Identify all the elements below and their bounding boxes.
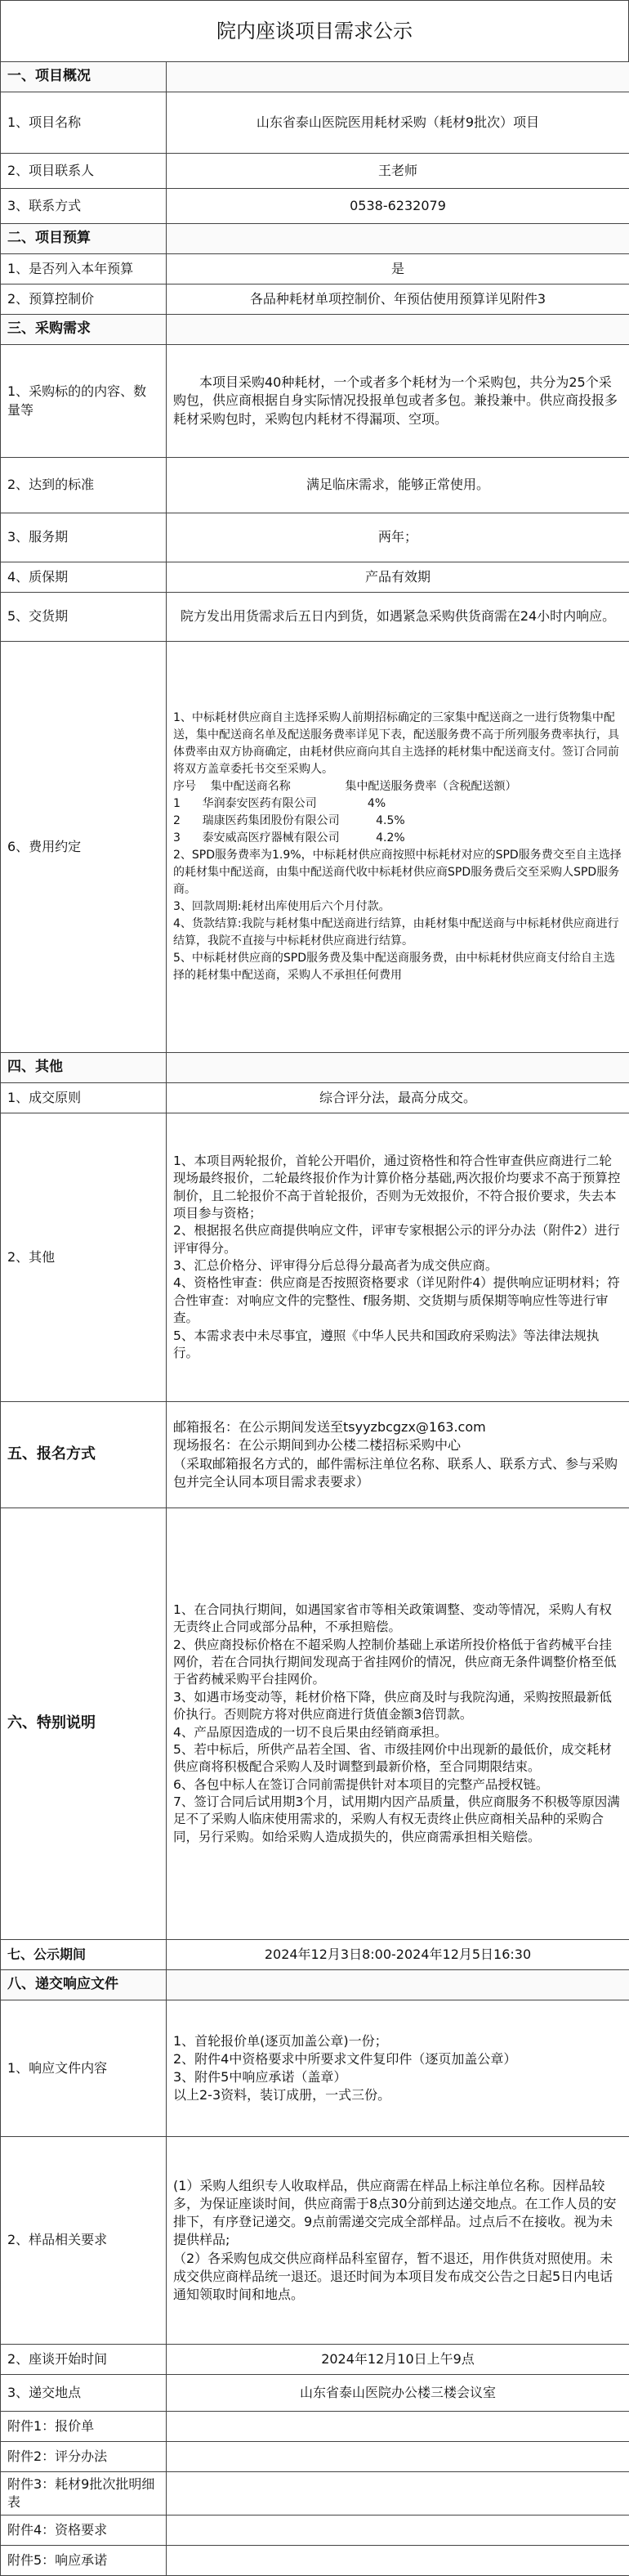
row-special-notes [1,1508,629,1940]
section-requirements [1,315,629,345]
fee-paragraph: 2、SPD服务费率为1.9%，中标耗材供应商按照中标耗材对应的SPD服务费交至自主选择的耗材集中配送商，由集中配送商代收中标耗材供应商SPD服务费后交至采购人SPD服务商。 [173,847,622,898]
other-item: 5、本需求表中未尽事宜，遵照《中华人民共和国政府采购法》等法律法规执行。 [173,1328,622,1363]
special-note: 7、签订合同后试用期3个月，试用期内因产品质量，供应商服务不积极等原因满足不了采购人临床使用需求的，采购人有权无责终止供应商相关品种的采购合同，另行采购。如给采购人造成损失的，供应商需承担相关赔偿。 [173,1794,622,1846]
special-note: 1、在合同执行期间，如遇国家省市等相关政策调整、变动等情况，采购人有权无责终止合同或部分品种，不承担赔偿。 [173,1602,622,1637]
registration-line: 现场报名：在公示期间到办公楼二楼招标采购中心 [173,1436,622,1454]
row-service-period [1,513,629,562]
special-note: 6、各包中标人在签订合同前需提供针对本项目的完整产品授权链。 [173,1776,622,1794]
contact-value: 王老师 [167,154,629,189]
row-attachment [1,2472,629,2516]
response-docs-label: 1、响应文件内容 [1,2000,167,2137]
other-item: 4、资格性审查：供应商是否按照资格要求（详见附件4）提供响应证明材料；符合性审查：对响应文件的完整性、f服务期、交货期与质保期等响应性等进行审查。 [173,1275,622,1327]
row-sample [1,2137,629,2345]
registration-value [167,1402,629,1508]
warranty-value: 产品有效期 [167,562,629,593]
place-value: 山东省泰山医院办公楼三楼会议室 [167,2375,629,2412]
row-attachment [1,2546,629,2576]
content-label: 1、采购标的的内容、数量等 [1,345,167,458]
fee-paragraph: 4、货款结算:我院与耗材集中配送商进行结算，由耗材集中配送商与中标耗材供应商进行结算，我院不直接与中标耗材供应商进行结算。 [173,916,622,950]
document-title: 院内座谈项目需求公示 [0,0,629,61]
registration-line: 邮箱报名：在公示期间发送至tsyyzbcgzx@163.com [173,1418,622,1436]
response-docs-value [167,2000,629,2137]
special-note: 5、若中标后，所供产品若全国、省、市级挂网价中出现新的最低价，成交耗材供应商将积极配合采购人及时调整到最新价格，至合同期限结束。 [173,1741,622,1776]
section-heading: 三、采购需求 [1,315,167,345]
content-value: 本项目采购40种耗材，一个或者多个耗材为一个采购包，共分为25个采购包，供应商根据自身实际情况投报单包或者多包。兼投兼中。供应商投报多耗材采购包时，采购包内耗材不得漏项、空项。 [167,345,629,458]
response-doc-item: 1、首轮报价单(逐页加盖公章)一份； [173,2032,622,2050]
start-time-label: 2、座谈开始时间 [1,2345,167,2375]
row-phone [1,189,629,224]
project-name-label: 1、项目名称 [1,92,167,154]
contact-label: 2、项目联系人 [1,154,167,189]
section-overview [1,62,629,92]
row-control-price [1,284,629,315]
row-standard [1,458,629,513]
row-delivery [1,593,629,642]
row-attachment [1,2412,629,2442]
other-item: 1、本项目两轮报价，首轮公开唱价，通过资格性和符合性审查供应商进行二轮现场最终报价，二轮最终报价作为计算价格分基础,两次报价均要求不高于预算控制价，且二轮报价不高于首轮报价，否则为无效报价，不符合报价要求，失去本项目参与资格； [173,1153,622,1223]
principle-label: 1、成交原则 [1,1083,167,1113]
row-other [1,1113,629,1402]
section-heading: 五、报名方式 [1,1402,167,1508]
row-place [1,2375,629,2412]
row-project-name [1,92,629,154]
control-price-value: 各品种耗材单项控制价、年预估使用预算详见附件3 [167,284,629,315]
row-response-docs [1,2000,629,2137]
fee-paragraph: 3、回款周期:耗材出库使用后六个月付款。 [173,898,622,916]
section-heading: 八、递交响应文件 [1,1970,167,2000]
row-content [1,345,629,458]
row-attachment [1,2442,629,2472]
other-value [167,1113,629,1402]
attachment-label: 附件5：响应承诺 [1,2546,167,2576]
response-doc-item: 3、附件5中响应承诺（盖章） [173,2068,622,2086]
other-label: 2、其他 [1,1113,167,1402]
fee-table-header: 序号 集中配送商名称 集中配送服务费率（含税配送额） [173,778,622,795]
budget-label: 1、是否列入本年预算 [1,254,167,284]
budget-value: 是 [167,254,629,284]
delivery-value: 院方发出用货需求后五日内到货，如遇紧急采购供货商需在24小时内响应。 [167,593,629,642]
section-submission [1,1970,629,2000]
row-budget-included [1,254,629,284]
section-heading: 一、项目概况 [1,62,167,92]
fee-value [167,642,629,1053]
special-note: 2、供应商投标价格在不超采购人控制价基础上承诺所投价格低于省药械平台挂网价，若在合同执行期间发现高于省挂网价的情况，供应商无条件调整价格至低于省药械采购平台挂网价。 [173,1637,622,1689]
standard-value: 满足临床需求，能够正常使用。 [167,458,629,513]
notice-table [0,61,629,2576]
fee-label: 6、费用约定 [1,642,167,1053]
section-heading: 四、其他 [1,1053,167,1083]
sample-item: （2）各采购包成交供应商样品科室留存，暂不退还，用作供货对照使用。未成交供应商样品统一退还。退还时间为本项目发布成交公告之日起5日内电话通知领取时间和地点。 [173,2250,622,2304]
fee-paragraph: 1、中标耗材供应商自主选择采购人前期招标确定的三家集中配送商之一进行货物集中配送，集中配送商名单及配送服务费率详见下表，配送服务费不高于所列服务费率执行，具体费率由双方协商确定，由耗材供应商向其自主选择的耗材集中配送商支付。签订合同前将双方盖章委托书交至采购人。 [173,710,622,778]
fee-table-row: 3 泰安威高医疗器械有限公司 4.2% [173,830,622,847]
service-value: 两年； [167,513,629,562]
section-heading: 二、项目预算 [1,224,167,254]
attachment-label: 附件2：评分办法 [1,2442,167,2472]
row-attachment [1,2516,629,2546]
row-contact [1,154,629,189]
sample-value [167,2137,629,2345]
row-fee [1,642,629,1053]
fee-table-row: 2 瑞康医药集团股份有限公司 4.5% [173,813,622,830]
publicity-period-value: 2024年12月3日8:00-2024年12月5日16:30 [167,1940,629,1970]
service-label: 3、服务期 [1,513,167,562]
row-principle [1,1083,629,1113]
sample-item: (1）采购人组织专人收取样品，供应商需在样品上标注单位名称。因样品较多，为保证座谈时间，供应商需于8点30分前到达递交地点。在工作人员的安排下，有序登记递交。9点前需递交完成全部样品。过点后不在接收。视为未提供样品; [173,2177,622,2249]
other-item: 2、根据报名供应商提供响应文件，评审专家根据公示的评分办法（附件2）进行评审得分。 [173,1222,622,1257]
row-publicity-period [1,1940,629,1970]
fee-table-row: 1 华润泰安医药有限公司 4% [173,795,622,813]
phone-value: 0538-6232079 [167,189,629,224]
principle-value: 综合评分法，最高分成交。 [167,1083,629,1113]
special-notes-value [167,1508,629,1940]
response-doc-item: 以上2-3资料，装订成册，一式三份。 [173,2086,622,2104]
place-label: 3、递交地点 [1,2375,167,2412]
project-name-value: 山东省泰山医院医用耗材采购（耗材9批次）项目 [167,92,629,154]
fee-paragraph: 5、中标耗材供应商的SPD服务费及集中配送商服务费，由中标耗材供应商支付给自主选择的耗材集中配送商，采购人不承担任何费用 [173,950,622,984]
start-time-value: 2024年12月10日上午9点 [167,2345,629,2375]
attachment-label: 附件1：报价单 [1,2412,167,2442]
other-item: 3、汇总价格分、评审得分后总得分最高者为成交供应商。 [173,1257,622,1275]
special-note: 4、产品原因造成的一切不良后果由经销商承担。 [173,1724,622,1741]
section-budget [1,224,629,254]
row-warranty [1,562,629,593]
registration-line: （采取邮箱报名方式的，邮件需标注单位名称、联系人、联系方式、参与采购包并完全认同本项目需求表要求） [173,1455,622,1491]
section-heading: 七、公示期间 [1,1940,167,1970]
attachment-label: 附件3：耗材9批次批明细表 [1,2472,167,2516]
delivery-label: 5、交货期 [1,593,167,642]
warranty-label: 4、质保期 [1,562,167,593]
response-doc-item: 2、附件4中资格要求中所要求文件复印件（逐页加盖公章） [173,2050,622,2068]
special-note: 3、如遇市场变动等，耗材价格下降，供应商及时与我院沟通，采购按照最新低价执行。否则院方将对供应商进行货值金额3倍罚款。 [173,1689,622,1724]
phone-label: 3、联系方式 [1,189,167,224]
attachment-label: 附件4：资格要求 [1,2516,167,2546]
control-price-label: 2、预算控制价 [1,284,167,315]
section-other [1,1053,629,1083]
row-start-time [1,2345,629,2375]
row-registration [1,1402,629,1508]
standard-label: 2、达到的标准 [1,458,167,513]
sample-label: 2、样品相关要求 [1,2137,167,2345]
section-heading: 六、特别说明 [1,1508,167,1940]
